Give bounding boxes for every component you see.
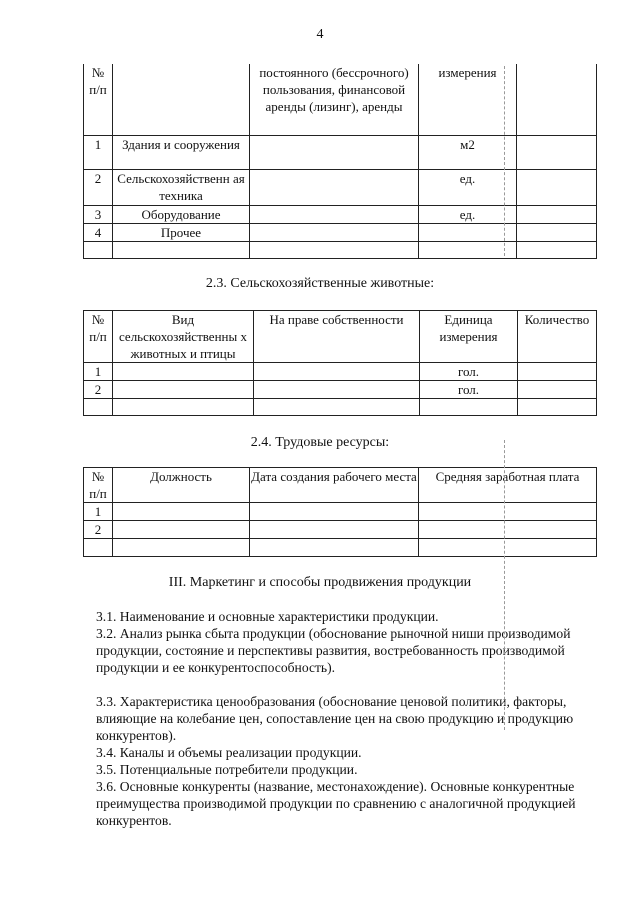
- header-cell: Должность: [113, 468, 250, 503]
- animals-table: [83, 310, 597, 416]
- cell: [518, 399, 597, 416]
- table-row: [84, 169, 597, 205]
- cell: [419, 539, 597, 557]
- cell: [517, 241, 597, 258]
- cell: 1: [84, 363, 113, 381]
- cell: [84, 539, 113, 557]
- cell: [113, 503, 250, 521]
- cell: Сельскохозяйственн ая техника: [113, 169, 250, 205]
- scan-fold-line: [504, 66, 505, 256]
- cell: гол.: [420, 363, 518, 381]
- cell: [250, 539, 419, 557]
- cell: м2: [419, 135, 517, 169]
- cell: гол.: [420, 381, 518, 399]
- header-cell: [517, 64, 597, 135]
- header-cell: № п/п: [84, 468, 113, 503]
- cell: Прочее: [113, 223, 250, 241]
- cell: [517, 205, 597, 223]
- header-cell: № п/п: [84, 64, 113, 135]
- paragraph-3-3: 3.3. Характеристика ценообразования (обоснование ценовой политики, факторы, влияющие на колебание цен, сопоставление цен на свою продукцию и продукцию конкурентов).: [96, 694, 574, 743]
- paragraph-3-6: 3.6. Основные конкуренты (название, местонахождение). Основные конкурентные преимущества производимой продукции по сравнению с аналогичной продукцией конкурентов.: [96, 779, 576, 828]
- header-cell: [113, 64, 250, 135]
- cell: Оборудование: [113, 205, 250, 223]
- cell: ед.: [419, 205, 517, 223]
- table-header-row: [84, 311, 597, 363]
- cell: [419, 521, 597, 539]
- cell: [84, 241, 113, 258]
- cell: ед.: [419, 169, 517, 205]
- section-heading-marketing: III. Маркетинг и способы продвижения продукции: [168, 575, 472, 590]
- table-row: [84, 503, 597, 521]
- assets-table: [83, 64, 597, 259]
- table-row: [84, 381, 597, 399]
- header-cell: Дата создания рабочего места: [250, 468, 419, 503]
- cell: [517, 135, 597, 169]
- cell: [250, 241, 419, 258]
- paragraph-3-1: 3.1. Наименование и основные характеристики продукции.: [96, 609, 439, 624]
- cell: [518, 363, 597, 381]
- table-row: [84, 241, 597, 258]
- paragraph-3-4: 3.4. Каналы и объемы реализации продукции.: [96, 745, 362, 760]
- table-row: [84, 363, 597, 381]
- cell: [419, 223, 517, 241]
- scan-fold-line: [504, 440, 505, 730]
- table-row: [84, 135, 597, 169]
- cell: 1: [84, 135, 113, 169]
- cell: [113, 521, 250, 539]
- table-row: [84, 223, 597, 241]
- header-cell: Вид сельскохозяйственны х животных и птицы: [113, 311, 254, 363]
- cell: [113, 399, 254, 416]
- header-cell: Единица измерения: [420, 311, 518, 363]
- page-number: 4: [316, 27, 324, 42]
- cell: [254, 363, 420, 381]
- cell: [113, 241, 250, 258]
- header-cell: № п/п: [84, 311, 113, 363]
- table-row: [84, 521, 597, 539]
- cell: [113, 539, 250, 557]
- cell: [517, 169, 597, 205]
- cell: 2: [84, 521, 113, 539]
- cell: [250, 503, 419, 521]
- cell: [113, 381, 254, 399]
- cell: [250, 169, 419, 205]
- table-header-row: [84, 64, 597, 135]
- section-heading-animals: 2.3. Сельскохозяйственные животные:: [205, 276, 435, 291]
- paragraph-3-5: 3.5. Потенциальные потребители продукции.: [96, 762, 358, 777]
- cell: [250, 205, 419, 223]
- cell: [113, 363, 254, 381]
- cell: [420, 399, 518, 416]
- cell: 2: [84, 169, 113, 205]
- cell: 4: [84, 223, 113, 241]
- table-row: [84, 205, 597, 223]
- table-row: [84, 539, 597, 557]
- cell: [254, 381, 420, 399]
- cell: [250, 521, 419, 539]
- header-cell: измерения: [419, 64, 517, 135]
- cell: [419, 503, 597, 521]
- header-cell: Средняя заработная плата: [419, 468, 597, 503]
- section-heading-labor: 2.4. Трудовые ресурсы:: [250, 435, 390, 450]
- cell: [250, 135, 419, 169]
- cell: [419, 241, 517, 258]
- cell: [254, 399, 420, 416]
- cell: [84, 399, 113, 416]
- cell: 3: [84, 205, 113, 223]
- cell: 1: [84, 503, 113, 521]
- header-cell: Количество: [518, 311, 597, 363]
- paragraph-3-2: 3.2. Анализ рынка сбыта продукции (обоснование рыночной ниши производимой продукции, состояние и перспективы развития, востребованность производимой продукции и ее конкурентоспособность).: [96, 626, 571, 675]
- cell: 2: [84, 381, 113, 399]
- cell: [518, 381, 597, 399]
- header-cell: На праве собственности: [254, 311, 420, 363]
- cell: [517, 223, 597, 241]
- table-row: [84, 399, 597, 416]
- cell: Здания и сооружения: [113, 135, 250, 169]
- labor-table: [83, 467, 597, 557]
- header-cell: постоянного (бессрочного) пользования, финансовой аренды (лизинг), аренды: [250, 64, 419, 135]
- cell: [250, 223, 419, 241]
- table-header-row: [84, 468, 597, 503]
